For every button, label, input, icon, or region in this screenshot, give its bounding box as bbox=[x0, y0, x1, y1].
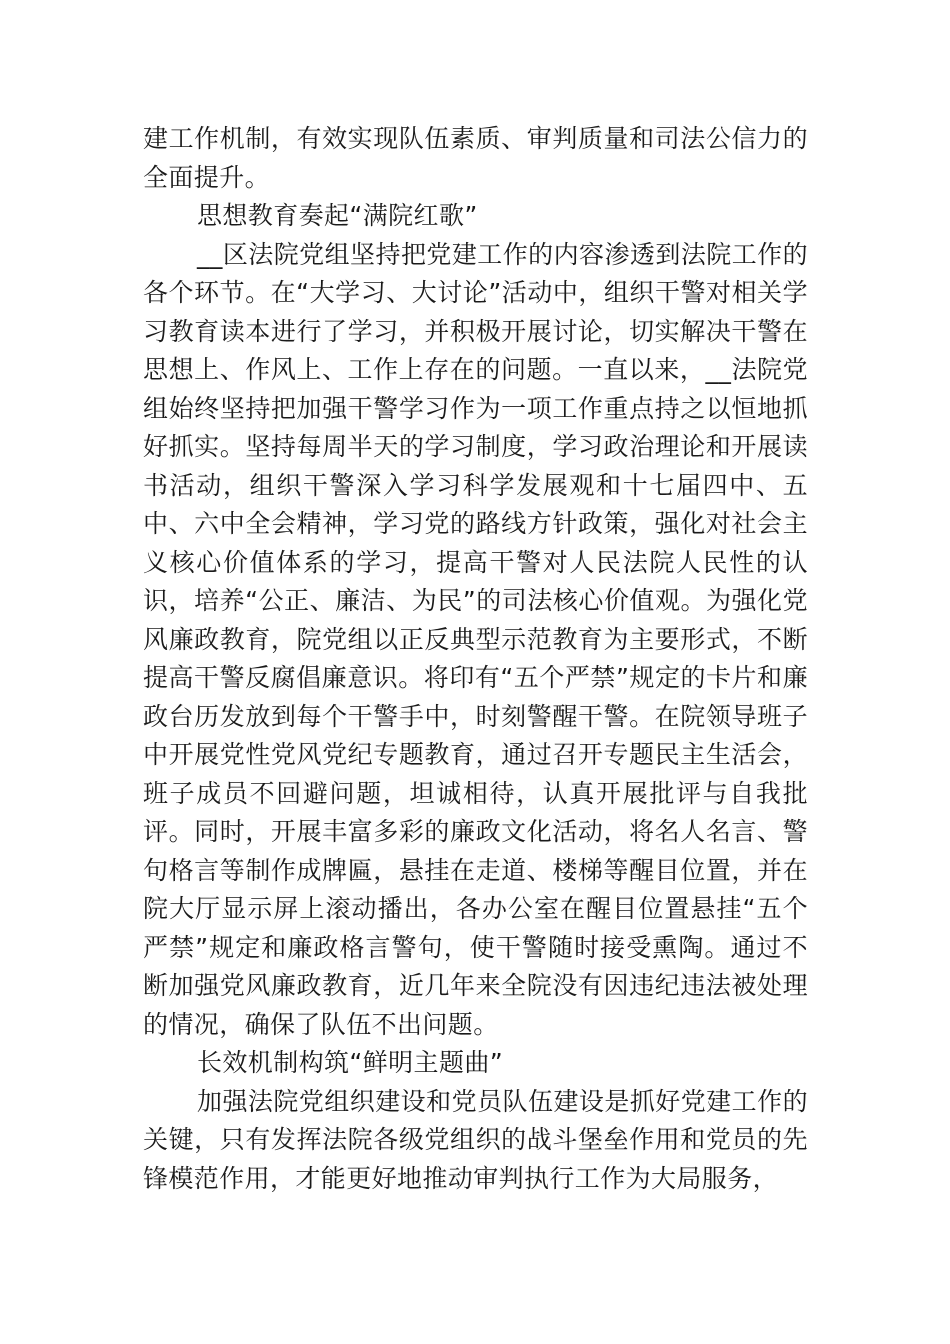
section-heading-long-term-mechanism: 长效机制构筑“鲜明主题曲” bbox=[197, 1048, 504, 1077]
paragraph-ideological-education: __区法院党组坚持把党建工作的内容渗透到法院工作的各个环节。在“大学习、大讨论”活动中，组织干警对相关学习教育读本进行了学习，并积极开展讨论，切实解决干警在思想上、作风上、工作上存在的问题。一直以来，__法院党组始终坚持把加强干警学习作为一项工作重点持之以恒地抓好抓实。坚持每周半天的学习制度，学习政治理论和开展读书活动，组织干警深入学习科学发展观和十七届四中、五中、六中全会精神，学习党的路线方针政策，强化对社会主义核心价值体系的学习，提高干警对人民法院人民性的认识，培养“公正、廉洁、为民”的司法核心价值观。为强化党风廉政教育，院党组以正反典型示范教育为主要形式，不断提高干警反腐倡廉意识。将印有“五个严禁”规定的卡片和廉政台历发放到每个干警手中，时刻警醒干警。在院领导班子中开展党性党风党纪专题教育，通过召开专题民主生活会，班子成员不回避问题，坦诚相待，认真开展批评与自我批评。同时，开展丰富多彩的廉政文化活动，将名人名言、警句格言等制作成牌匾，悬挂在走道、楼梯等醒目位置，并在院大厅显示屏上滚动播出，各办公室在醒目位置悬挂“五个严禁”规定和廉政格言警句，使干警随时接受熏陶。通过不断加强党风廉政教育，近几年来全院没有因违纪违法被处理的情况，确保了队伍不出问题。 bbox=[143, 239, 808, 1039]
section-heading-ideological-education: 思想教育奏起“满院红歌” bbox=[197, 201, 478, 230]
paragraph-continuation: 建工作机制，有效实现队伍素质、审判质量和司法公信力的全面提升。 bbox=[143, 124, 808, 192]
paragraph-long-term-mechanism: 加强法院党组织建设和党员队伍建设是抓好党建工作的关键，只有发挥法院各级党组织的战斗堡垒作用和党员的先锋模范作用，才能更好地推动审判执行工作为大局服务， bbox=[143, 1086, 808, 1193]
document-body bbox=[143, 120, 808, 1198]
